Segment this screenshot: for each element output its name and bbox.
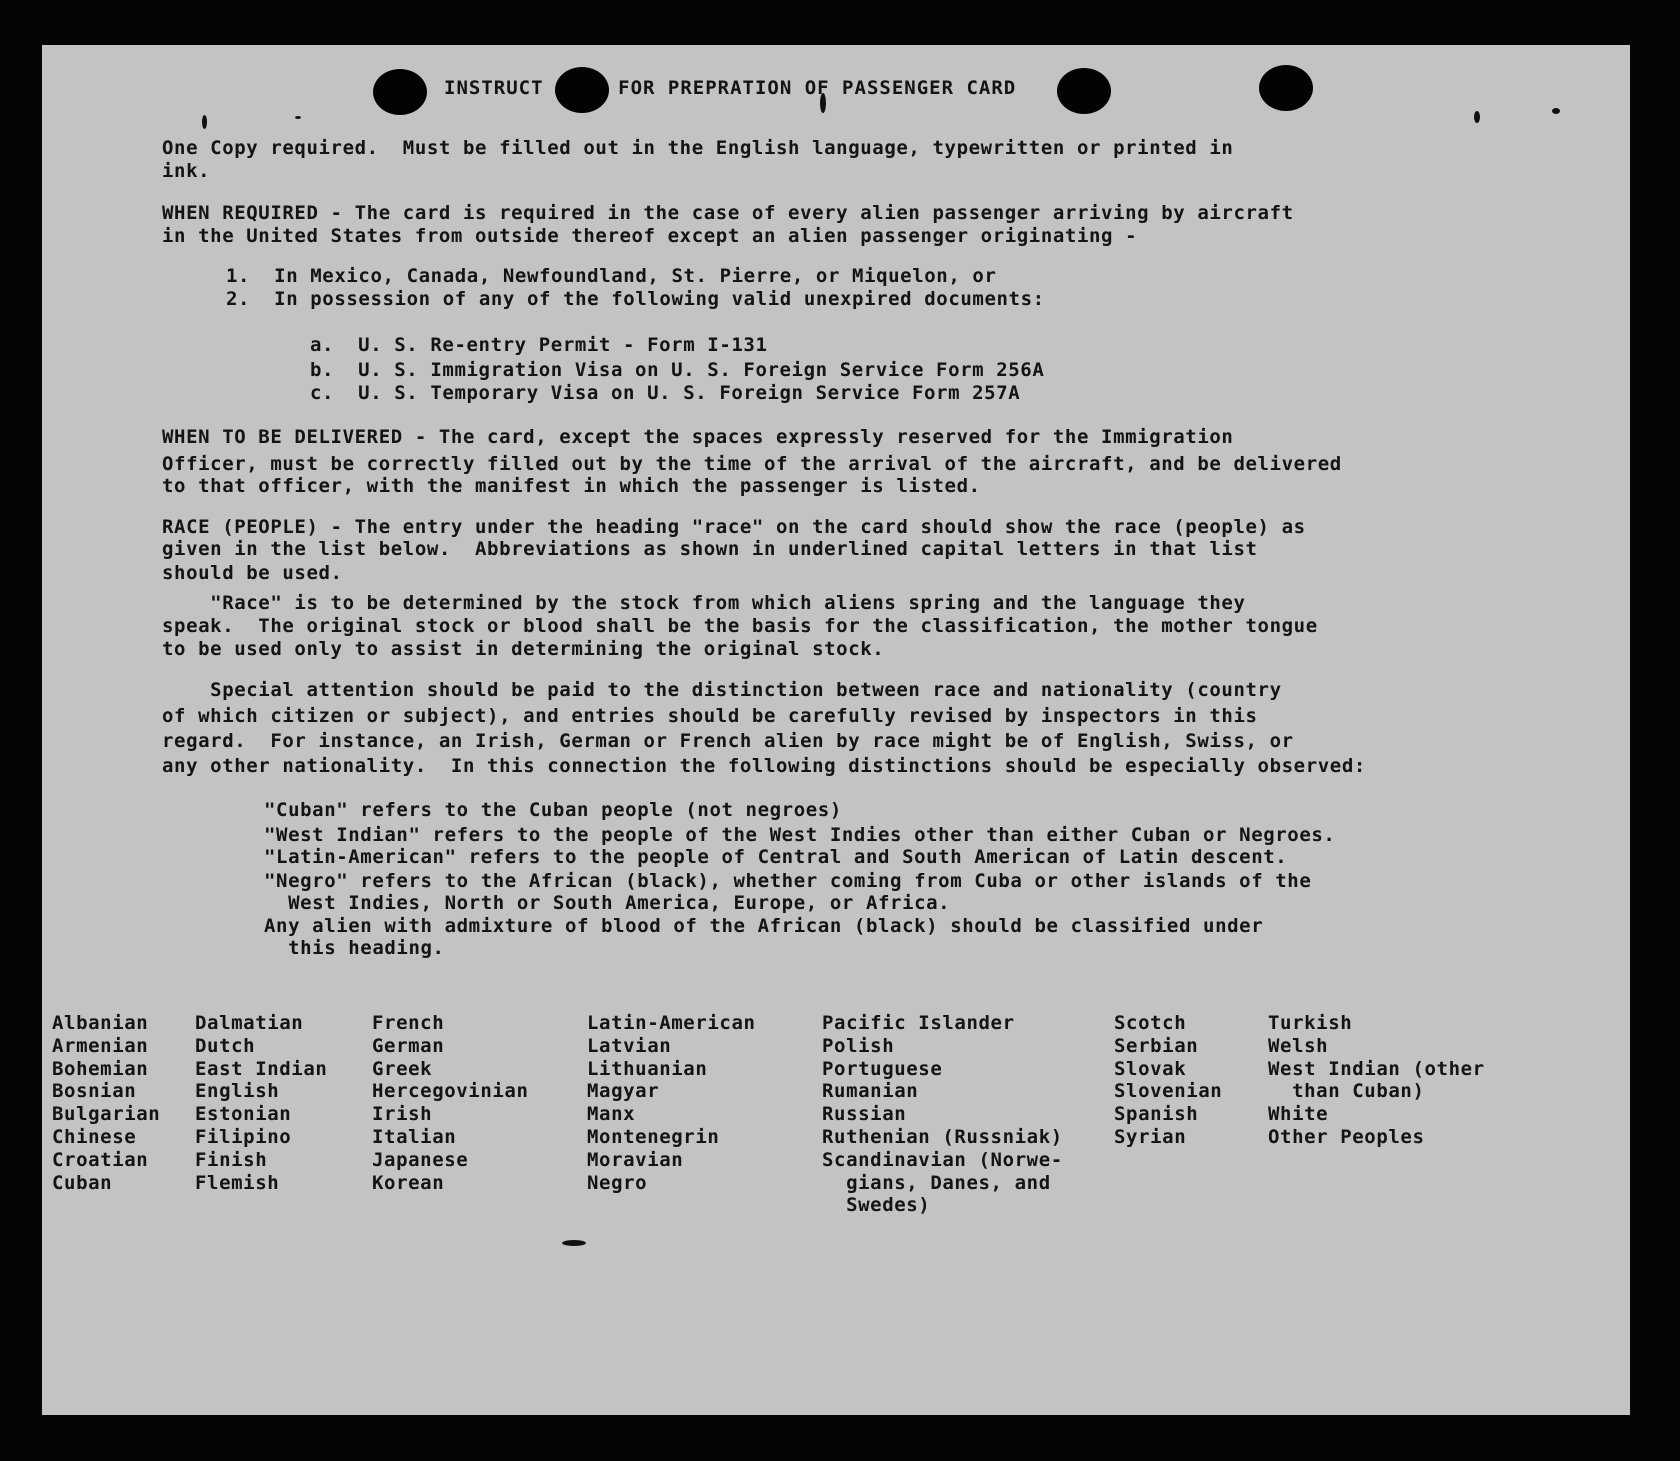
when-delivered-line: Officer, must be correctly filled out by the time of the arrival of the aircraft, and be delivered xyxy=(162,453,1342,475)
distinction-line: this heading. xyxy=(264,937,445,959)
ink-speck xyxy=(202,115,207,129)
race-line: should be used. xyxy=(162,562,343,584)
page-title: INSTRUCT FOR PREPRATION OF PASSENGER CARD xyxy=(444,77,1017,99)
distinction-line: "Negro" refers to the African (black), whether coming from Cuba or other islands of the xyxy=(264,870,1312,892)
ink-speck xyxy=(1552,108,1560,114)
race-list-item: Scotch xyxy=(1114,1012,1187,1034)
when-delivered-line: to that officer, with the manifest in which the passenger is listed. xyxy=(162,475,981,497)
numbered-item: 2. In possession of any of the following valid unexpired documents: xyxy=(226,288,1045,310)
race-list-item: Dalmatian xyxy=(195,1012,304,1034)
race-list-item: Slovenian xyxy=(1114,1080,1223,1103)
race-list-item: East Indian xyxy=(195,1057,328,1080)
punch-hole xyxy=(1259,65,1313,111)
race-column xyxy=(52,1012,160,1194)
race-list-item: Portuguese xyxy=(822,1057,943,1080)
document-item: c. U. S. Temporary Visa on U. S. Foreign Service Form 257A xyxy=(310,382,1021,404)
race-column xyxy=(822,1012,1063,1217)
race-list-item: Polish xyxy=(822,1034,895,1057)
race-list-item: Swedes) xyxy=(822,1194,931,1217)
distinction-line: West Indies, North or South America, Europe, or Africa. xyxy=(264,892,951,914)
race-list-item: Albanian xyxy=(52,1012,149,1034)
race-list-item: Croatian xyxy=(52,1148,149,1171)
race-list-item: Finish xyxy=(195,1148,268,1171)
race-list-item: Bulgarian xyxy=(52,1103,161,1126)
race-list-item: Latin-American xyxy=(587,1012,756,1034)
intro-line: ink. xyxy=(162,160,211,182)
special-attention-line: of which citizen or subject), and entries should be carefully revised by inspectors in this xyxy=(162,705,1258,727)
race-column xyxy=(587,1012,756,1194)
race-list-item: Cuban xyxy=(52,1171,113,1194)
race-list-item: Japanese xyxy=(372,1148,469,1171)
race-list-item: Slovak xyxy=(1114,1057,1187,1080)
race-column xyxy=(372,1012,529,1194)
race-line: given in the list below. Abbreviations as shown in underlined capital letters in that list xyxy=(162,538,1258,560)
race-list-item: Irish xyxy=(372,1103,433,1126)
race-list-item: Montenegrin xyxy=(587,1125,720,1148)
race-list-item: Filipino xyxy=(195,1125,292,1148)
document-item: b. U. S. Immigration Visa on U. S. Foreign Service Form 256A xyxy=(310,359,1045,381)
ink-speck xyxy=(295,116,301,119)
when-required-line: WHEN REQUIRED - The card is required in the case of every alien passenger arriving by aircraft xyxy=(162,202,1294,224)
race-list-item: Negro xyxy=(587,1171,648,1194)
punch-hole xyxy=(373,69,427,115)
race-list-item: German xyxy=(372,1034,445,1057)
numbered-item: 1. In Mexico, Canada, Newfoundland, St. Pierre, or Miquelon, or xyxy=(226,265,997,287)
punch-hole xyxy=(1057,68,1111,114)
race-list-item: Italian xyxy=(372,1125,457,1148)
race-list-item: Russian xyxy=(822,1103,907,1126)
distinction-line: "Cuban" refers to the Cuban people (not negroes) xyxy=(264,799,842,821)
ink-speck xyxy=(1474,111,1480,123)
race-list-item: Lithuanian xyxy=(587,1057,708,1080)
race-list-item: Other Peoples xyxy=(1268,1125,1425,1148)
race-list-item: Magyar xyxy=(587,1080,660,1103)
race-list-item: Greek xyxy=(372,1057,433,1080)
race-list-item: Rumanian xyxy=(822,1080,919,1103)
race-list-item: Chinese xyxy=(52,1125,137,1148)
race-definition-line: speak. The original stock or blood shall be the basis for the classification, the mother tongue xyxy=(162,615,1318,637)
race-list-item: Bosnian xyxy=(52,1080,137,1103)
race-list-item: Serbian xyxy=(1114,1034,1199,1057)
ink-speck xyxy=(562,1240,586,1246)
race-list-item: Hercegovinian xyxy=(372,1080,529,1103)
race-column xyxy=(195,1012,327,1194)
race-list-item: Turkish xyxy=(1268,1012,1353,1034)
special-attention-line: Special attention should be paid to the distinction between race and nationality (country xyxy=(162,679,1282,701)
race-list-item: gians, Danes, and xyxy=(822,1171,1051,1194)
race-list-item: Syrian xyxy=(1114,1125,1187,1148)
race-line: RACE (PEOPLE) - The entry under the heading "race" on the card should show the race (people) as xyxy=(162,516,1306,538)
when-required-line: in the United States from outside thereof except an alien passenger originating - xyxy=(162,225,1138,247)
distinction-line: "Latin-American" refers to the people of Central and South American of Latin descent. xyxy=(264,846,1288,868)
race-list-item: Spanish xyxy=(1114,1103,1199,1126)
race-list-item: French xyxy=(372,1012,445,1034)
race-list-item: Dutch xyxy=(195,1034,256,1057)
race-list-item: West Indian (other xyxy=(1268,1057,1485,1080)
race-list-item: Pacific Islander xyxy=(822,1012,1015,1034)
special-attention-line: any other nationality. In this connection the following distinctions should be especially observed: xyxy=(162,755,1366,777)
race-list-item: White xyxy=(1268,1103,1329,1126)
race-definition-line: to be used only to assist in determining the original stock. xyxy=(162,638,885,660)
race-definition-line: "Race" is to be determined by the stock from which aliens spring and the language they xyxy=(162,592,1246,614)
race-list-item: Moravian xyxy=(587,1148,684,1171)
intro-line: One Copy required. Must be filled out in the English language, typewritten or printed in xyxy=(162,137,1234,159)
race-list-item: Latvian xyxy=(587,1034,672,1057)
race-list-item: Ruthenian (Russniak) xyxy=(822,1125,1063,1148)
document-item: a. U. S. Re-entry Permit - Form I-131 xyxy=(310,334,768,356)
race-list-item: Flemish xyxy=(195,1171,280,1194)
race-column xyxy=(1268,1012,1485,1149)
race-list-item: Scandinavian (Norwe- xyxy=(822,1148,1063,1171)
instruction-sheet xyxy=(42,45,1630,1415)
race-column xyxy=(1114,1012,1222,1149)
special-attention-line: regard. For instance, an Irish, German or French alien by race might be of English, Swiss, or xyxy=(162,730,1294,752)
race-list-item: Korean xyxy=(372,1171,445,1194)
when-delivered-line: WHEN TO BE DELIVERED - The card, except the spaces expressly reserved for the Immigration xyxy=(162,426,1234,448)
race-list-item: than Cuban) xyxy=(1268,1080,1425,1103)
race-list-item: Estonian xyxy=(195,1103,292,1126)
race-list-item: Manx xyxy=(587,1103,636,1126)
distinction-line: "West Indian" refers to the people of the West Indies other than either Cuban or Negroes. xyxy=(264,824,1336,846)
race-list-item: Bohemian xyxy=(52,1057,149,1080)
race-list-item: English xyxy=(195,1080,280,1103)
race-list-item: Welsh xyxy=(1268,1034,1329,1057)
distinction-line: Any alien with admixture of blood of the African (black) should be classified under xyxy=(264,915,1264,937)
race-list-item: Armenian xyxy=(52,1034,149,1057)
